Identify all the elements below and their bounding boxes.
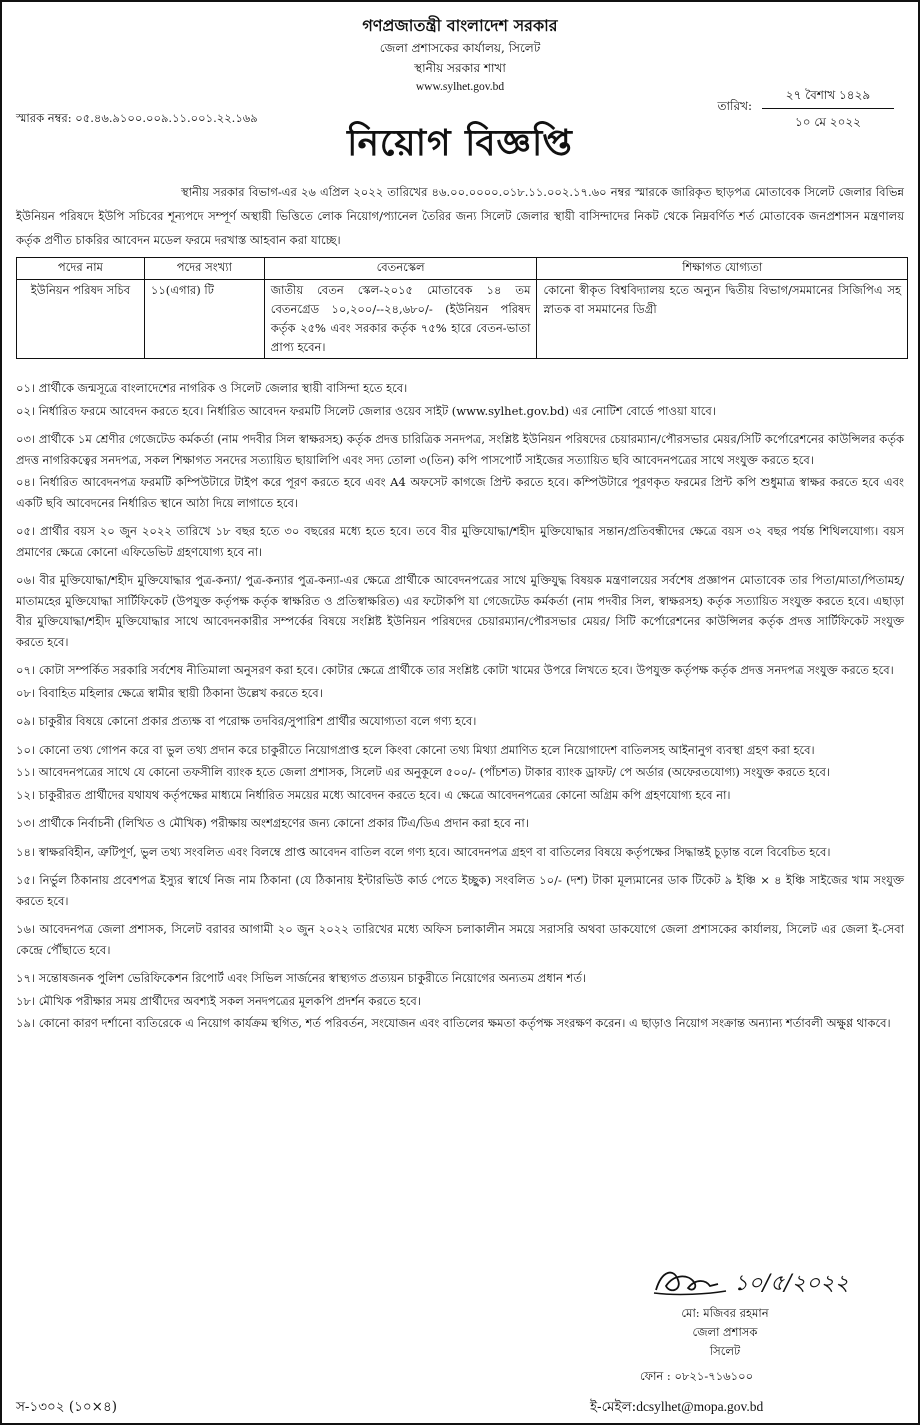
condition-item: ১৫। নির্ভুল ঠিকানায় প্রবেশপত্র ইস্যুর স্বার্থে নিজ নাম ঠিকানা (যে ঠিকানায় ইন্টারভিউ কার্ড পেতে ইচ্ছুক) সংবলিত ১০/- (দশ) টাকা মূল্যমানের ডাক টিকেট ৯ ইঞ্চি × ৪ ইঞ্চি সাইজের খাম সংযুক্ত করতে হবে। <box>16 873 904 908</box>
condition-item: ০১। প্রার্থীকে জন্মসূত্রে বাংলাদেশের নাগরিক ও সিলেট জেলার স্থায়ী বাসিন্দা হতে হবে। <box>16 381 408 395</box>
condition-item: ১২। চাকুরীরত প্রার্থীদের যথাযথ কর্তৃপক্ষের মাধ্যমে নির্ধারিত সময়ের মধ্যে আবেদন করতে হবে। এ ক্ষেত্রে আবেদনপত্রের কোনো অগ্রিম কপি গ্রহণযোগ্য হবে না। <box>16 787 731 802</box>
table-row <box>17 280 908 359</box>
phone-number: ফোন : ০৮২১-৭১৬১০০ <box>640 1369 754 1383</box>
notice-title: নিয়োগ বিজ্ঞপ্তি <box>347 122 573 164</box>
intro-text: স্থানীয় সরকার বিভাগ-এর ২৬ এপ্রিল ২০২২ তারিখের ৪৬.০০.০০০০.০১৮.১১.০০২.১৭.৬০ নম্বর স্মারকে জারিকৃত ছাড়পত্র মোতাবেক সিলেট জেলার বিভিন্ন ইউনিয়ন পরিষদে ইউপি সচিবের শূন্যপদে সম্পূর্ণ অস্থায়ী ভিত্তিতে লোক নিয়োগ/প্যানেল তৈরির জন্য সিলেট জেলার স্থায়ী বাসিন্দাদের নিকট থেকে নিম্নবর্ণিত শর্ত মোতাবেক জনপ্রশাসন মন্ত্রণালয় কর্তৃক প্রণীত চাকরির আবেদন মডেল ফরমে দরখাস্ত আহবান করা যাচ্ছে। <box>16 185 904 247</box>
condition-item: ১৮। মৌখিক পরীক্ষার সময় প্রার্থীদের অবশ্যই সকল সনদপত্রের মূলকপি প্রদর্শন করতে হবে। <box>16 993 421 1008</box>
condition-item: ০৪। নির্ধারিত আবেদনপত্র ফরমটি কম্পিউটারে টাইপ করে পূরণ করতে হবে এবং A4 অফসেট কাগজে প্রিন্ট করতে হবে। কম্পিউটারে পূরণকৃত ফরমের প্রিন্ট কপি শুধুমাত্র স্বাক্ষর করতে হবে এবং একটি ছবি আবেদনের নির্ধারিত স্থানে আঠা দিয়ে লাগাতে হবে। <box>16 475 904 510</box>
intro-paragraph <box>16 180 904 252</box>
email-line <box>590 1396 763 1419</box>
memo-number: স্মারক নম্বর: ০৫.৪৬.৯১০০.০০৯.১১.০০১.২২.১৬৯ <box>16 111 258 125</box>
condition-item: ১৩। প্রার্থীকে নির্বাচনী (লিখিত ও মৌখিক) পরীক্ষায় অংশগ্রহণের জন্য কোনো প্রকার টিএ/ডিএ প্রদান করা হবে না। <box>16 816 529 830</box>
branch-name: স্থানীয় সরকার শাখা <box>414 61 506 75</box>
letterhead <box>2 2 918 96</box>
header-pay-scale: বেতনস্কেল <box>264 258 537 280</box>
header-qualification: শিক্ষাগত যোগ্যতা <box>537 258 908 280</box>
condition-item: ১১। আবেদনপত্রের সাথে যে কোনো তফসীলি ব্যাংক হতে জেলা প্রশাসক, সিলেট এর অনুকূলে ৫০০/- (পাঁচশত) টাকার ব্যাংক ড্রাফট/ পে অর্ডার (অফেরতযোগ্য) সংযুক্ত করতে হবে। <box>16 765 830 779</box>
cell-pay-scale: জাতীয় বেতন স্কেল-২০১৫ মোতাবেক ১৪ তম বেতনগ্রেড ১০,২০০/--২৪,৬৮০/- (ইউনিয়ন পরিষদ কর্তৃক ২৫% এবং সরকার কর্তৃক ৭৫% হারে বেতন-ভাতা প্রাপ্য হবেন। <box>264 280 537 359</box>
condition-item: ০৮। বিবাহিত মহিলার ক্ষেত্রে স্বামীর স্থায়ী ঠিকানা উল্লেখ করতে হবে। <box>16 685 323 700</box>
date-label: তারিখ: <box>717 99 752 113</box>
date-bengali: ২৭ বৈশাখ ১৪২৯ <box>762 84 894 109</box>
cell-post-name: ইউনিয়ন পরিষদ সচিব <box>17 280 145 359</box>
condition-item: ১৬। আবেদনপত্র জেলা প্রশাসক, সিলেট বরাবর আগামী ২০ জুন ২০২২ তারিখের মধ্যে অফিস চলাকালীন সময়ে সরাসরি অথবা ডাকযোগে জেলা প্রশাসকের কার্যালয়, সিলেট এর জেলা ই-সেবা কেন্দ্রে পৌঁছাতে হবে। <box>16 922 904 957</box>
website-text: www.sylhet.gov.bd <box>415 81 505 93</box>
signatory-designation: জেলা প্রশাসক <box>692 1325 758 1339</box>
header-post-name: পদের নাম <box>17 258 145 280</box>
condition-item: ০২। নির্ধারিত ফরমে আবেদন করতে হবে। নির্ধারিত আবেদন ফরমটি সিলেট জেলার ওয়েব সাইট (www.sylhet.gov.bd) এর নোটিশ বোর্ডে পাওয়া যাবে। <box>16 403 716 418</box>
signatory-name: মো: মজিবর রহমান <box>681 1306 769 1320</box>
handwritten-date: ১০/৫/২০২২ <box>734 1271 849 1296</box>
footer-code: স-১৩০২ (১০×৪) <box>16 1399 118 1415</box>
condition-item: ১৪। স্বাক্ষরবিহীন, ত্রুটিপূর্ণ, ভুল তথ্য সংবলিত এবং বিলম্বে প্রাপ্ত আবেদন বাতিল বলে গণ্য হবে। আবেদনপত্র গ্রহণ বা বাতিলের বিষয়ে কর্তৃপক্ষের সিদ্ধান্তই চূড়ান্ত বলে বিবেচিত হবে। <box>16 844 831 859</box>
condition-item: ০৩। প্রার্থীকে ১ম শ্রেণীর গেজেটেড কর্মকর্তা (নাম পদবীর সিল স্বাক্ষরসহ) কর্তৃক প্রদত্ত চারিত্রিক সনদপত্র, সংশ্লিষ্ট ইউনিয়ন পরিষদের চেয়ারম্যান/পৌরসভার মেয়র/সিটি কর্পোরেশনের কাউন্সিলর কর্তৃক প্রদত্ত নাগরিকত্বের সনদপত্র, সকল শিক্ষাগত সনদের সত্যায়িত ছায়ালিপি এবং সদ্য তোলা ৩(তিন) কপি পাসপোর্ট সাইজের সত্যায়িত ছবি আবেদনপত্রের সাথে সংযুক্ত করতে হবে। <box>16 432 904 467</box>
condition-item: ০৭। কোটা সম্পর্কিত সরকারি সর্বশেষ নীতিমালা অনুসরণ করা হবে। কোটার ক্ষেত্রে প্রার্থীকে তার সংশ্লিষ্ট কোটা খামের উপরে লিখতে হবে। উপযুক্ত কর্তৃপক্ষ কর্তৃক প্রদত্ত সনদপত্র সংযুক্ত করতে হবে। <box>16 663 894 677</box>
cell-post-count: ১১(এগার) টি <box>144 280 264 359</box>
condition-item: ০৬। বীর মুক্তিযোদ্ধা/শহীদ মুক্তিযোদ্ধার পুত্র-কন্যা/ পুত্র-কন্যার পুত্র-কন্যা-এর ক্ষেত্রে প্রার্থীকে আবেদনপত্রের সাথে মুক্তিযুদ্ধ বিষয়ক মন্ত্রণালয়ের সর্বশেষ প্রজ্ঞাপন মোতাবেক তার পিতা/মাতা/পিতামহ/মাতামহের মুক্তিযোদ্ধা সার্টিফিকেট (উপযুক্ত কর্তৃপক্ষ কর্তৃক স্বাক্ষরিত ও প্রতিস্বাক্ষরিত) এর ফটোকপি যা গেজেটেড কর্মকর্তা (নাম পদবীর সিল, স্বাক্ষরসহ) কর্তৃক সত্যায়িত সংযুক্ত করতে হবে। এছাড়া বীর মুক্তিযোদ্ধা/শহীদ মুক্তিযোদ্ধার সাথে আবেদনকারীর সম্পর্কের বিষয়ে সংশ্লিষ্ট ইউনিয়ন পরিষদের চেয়ারম্যান/পৌরসভার মেয়র/ সিটি কর্পোরেশনের কাউন্সিলর কর্তৃক প্রদত্ত সার্টিফিকেট সংযুক্ত করতে হবে। <box>16 573 904 649</box>
signatory-block <box>620 1304 830 1361</box>
header-post-count: পদের সংখ্যা <box>144 258 264 280</box>
condition-item: ০৫। প্রার্থীর বয়স ২০ জুন ২০২২ তারিখে ১৮ বছর হতে ৩০ বছরের মধ্যে হতে হবে। তবে বীর মুক্তিযোদ্ধা/শহীদ মুক্তিযোদ্ধার সন্তান/প্রতিবন্ধীদের ক্ষেত্রে বয়স ৩২ বছর পর্যন্ত শিথিলযোগ্য। বয়স প্রমাণের ক্ষেত্রে কোনো এফিডেভিট গ্রহণযোগ্য হবে না। <box>16 524 904 559</box>
condition-item: ১৯। কোনো কারণ দর্শানো ব্যতিরেকে এ নিয়োগ কার্যক্রম স্থগিত, শর্ত পরিবর্তন, সংযোজন এবং বাতিলের ক্ষমতা কর্তৃপক্ষ সংরক্ষণ করেন। এ ছাড়াও নিয়োগ সংক্রান্ত অন্যান্য শর্তাবলী অক্ষুণ্ণ থাকবে। <box>16 1016 891 1030</box>
condition-item: ১০। কোনো তথ্য গোপন করে বা ভুল তথ্য প্রদান করে চাকুরীতে নিয়োগপ্রাপ্ত হলে কিংবা কোনো তথ্য মিথ্যা প্রমাণিত হলে নিয়োগাদেশ বাতিলসহ আইনানুগ ব্যবস্থা গ্রহণ করা হবে। <box>16 742 815 757</box>
government-name: গণপ্রজাতন্ত্রী বাংলাদেশ সরকার <box>362 16 558 35</box>
date-gregorian: ১০ মে ২০২২ <box>795 115 861 129</box>
handwritten-signature <box>648 1260 878 1302</box>
cell-qualification: কোনো স্বীকৃত বিশ্ববিদ্যালয় হতে অন্যুন দ্বিতীয় বিভাগ/সমমানের সিজিপিএ সহ স্নাতক বা সমমানের ডিগ্রী <box>537 280 908 359</box>
condition-item: ১৭। সন্তোষজনক পুলিশ ভেরিফিকেশন রিপোর্ট এবং সিভিল সার্জনের স্বাস্থ্যগত প্রত্যয়ন চাকুরীতে নিয়োগের অন্যতম প্রধান শর্ত। <box>16 971 587 985</box>
office-name: জেলা প্রশাসকের কার্যালয়, সিলেট <box>379 41 541 55</box>
table-header-row <box>17 258 908 280</box>
email-label: ই-মেইল: <box>590 1399 637 1415</box>
condition-item: ০৯। চাকুরীর বিষয়ে কোনো প্রকার প্রত্যক্ষ বা পরোক্ষ তদবির/সুপারিশ প্রার্থীর অযোগ্যতা বলে গণ্য হবে। <box>16 714 477 728</box>
post-table <box>16 257 908 359</box>
signatory-district: সিলেট <box>709 1344 741 1358</box>
conditions-list <box>16 378 904 1042</box>
email-address: dcsylhet@mopa.gov.bd <box>636 1399 764 1414</box>
